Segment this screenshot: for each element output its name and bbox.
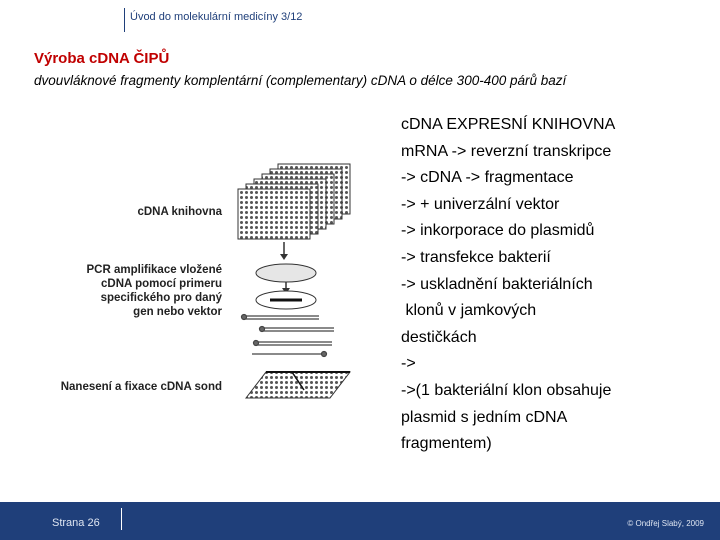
list-line: -> uskladnění bakteriálních [401, 275, 593, 293]
label-spotting: Nanesení a fixace cDNA sond [60, 381, 222, 393]
list-line: -> + univerzální vektor [401, 195, 560, 213]
list-line: mRNA -> reverzní transkripce [401, 142, 612, 160]
list-line: plasmid s jedním cDNA [401, 408, 568, 426]
footer-divider [121, 508, 122, 530]
slide-subtitle: dvouvláknové fragmenty komplentární (complementary) cDNA o délce 300-400 párů bazí [34, 73, 567, 88]
dna-strands-icon [242, 315, 335, 357]
list-line: -> [401, 355, 416, 373]
label-cdna-library: cDNA knihovna [137, 206, 222, 218]
list-line: fragmentem) [401, 435, 492, 453]
microarray-slide-icon [246, 372, 350, 398]
list-line: klonů v jamkových [401, 302, 537, 320]
copyright: © Ondřej Slabý, 2009 [627, 519, 704, 528]
pcr-vessel-icon [256, 264, 316, 309]
footer-bar [0, 502, 720, 540]
process-list [401, 112, 706, 458]
list-line: ->(1 bakteriální klon obsahuje [401, 381, 612, 399]
figure-illustration [34, 150, 354, 400]
label-pcr-line: cDNA pomocí primeru [101, 278, 222, 290]
list-line: destičkách [401, 328, 477, 346]
cdna-chip-figure [34, 150, 354, 400]
microplate-stack-icon [238, 164, 350, 239]
list-line: cDNA EXPRESNÍ KNIHOVNA [401, 116, 616, 133]
header-title: Úvod do molekulární medicíny 3/12 [130, 11, 303, 23]
list-line: -> transfekce bakterií [401, 248, 551, 266]
list-line: -> cDNA -> fragmentace [401, 169, 574, 187]
header-divider [124, 8, 125, 32]
label-pcr-line: specifického pro daný [100, 292, 222, 304]
slide-title: Výroba cDNA ČIPŮ [34, 50, 170, 67]
list-line: -> inkorporace do plasmidů [401, 222, 595, 240]
label-pcr-line: gen nebo vektor [133, 306, 222, 318]
page-number: Strana 26 [52, 517, 100, 529]
arrow-down-icon [280, 242, 288, 260]
label-pcr-line: PCR amplifikace vložené [86, 264, 222, 276]
